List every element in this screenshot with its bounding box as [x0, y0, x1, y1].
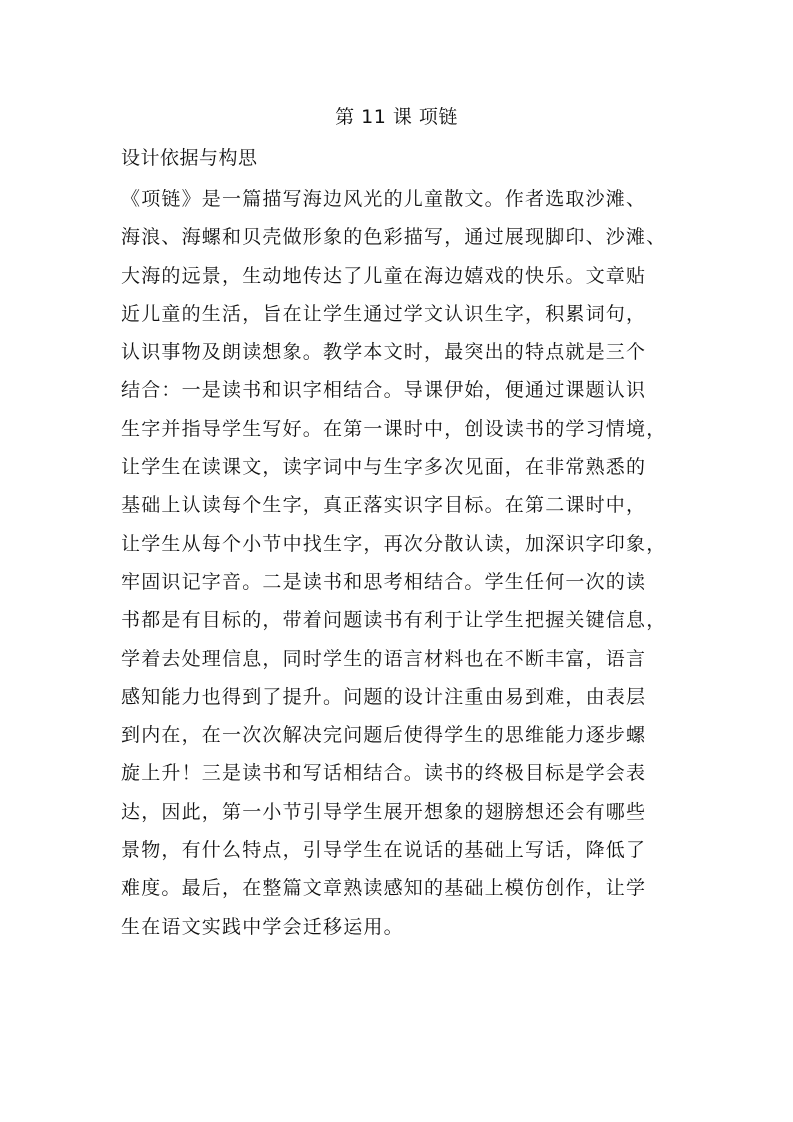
text-line: 书都是有目标的，带着问题读书有利于让学生把握关键信息，	[121, 609, 667, 632]
text-line: 生字并指导学生写好。在第一课时中，创设读书的学习情境，	[121, 417, 667, 440]
text-line: 感知能力也得到了提升。问题的设计注重由易到难，由表层	[121, 685, 647, 708]
body-paragraph	[121, 180, 701, 946]
text-line: 海浪、海螺和贝壳做形象的色彩描写，通过展现脚印、沙滩、	[121, 226, 667, 249]
text-line: 牢固识记字音。二是读书和思考相结合。学生任何一次的读	[121, 570, 647, 593]
text-line: 景物，有什么特点，引导学生在说话的基础上写话，降低了	[121, 839, 647, 862]
text-line: 达，因此，第一小节引导学生展开想象的翅膀想还会有哪些	[121, 800, 647, 823]
text-line: 难度。最后，在整篇文章熟读感知的基础上模仿创作，让学	[121, 877, 647, 900]
text-line: 结合：一是读书和识字相结合。导课伊始，便通过课题认识	[121, 379, 647, 402]
text-line: 让学生在读课文，读字词中与生字多次见面，在非常熟悉的	[121, 456, 647, 479]
section-heading: 设计依据与构思	[121, 147, 258, 169]
text-line: 基础上认读每个生字，真正落实识字目标。在第二课时中，	[121, 494, 647, 517]
text-line: 大海的远景，生动地传达了儿童在海边嬉戏的快乐。文章贴	[121, 264, 647, 287]
page-title: 第 11 课 项链	[335, 106, 458, 128]
text-line: 认识事物及朗读想象。教学本文时，最突出的特点就是三个	[121, 341, 647, 364]
text-line: 学着去处理信息，同时学生的语言材料也在不断丰富，语言	[121, 647, 647, 670]
text-line: 让学生从每个小节中找生字，再次分散认读，加深识字印象，	[121, 532, 667, 555]
text-line: 到内在，在一次次解决完问题后使得学生的思维能力逐步螺	[121, 724, 647, 747]
text-line: 近儿童的生活，旨在让学生通过学文认识生字，积累词句，	[121, 302, 647, 325]
text-line: 生在语文实践中学会迁移运用。	[121, 915, 404, 938]
text-line: 旋上升！三是读书和写话相结合。读书的终极目标是学会表	[121, 762, 647, 785]
text-line: 《项链》是一篇描写海边风光的儿童散文。作者选取沙滩、	[121, 188, 647, 210]
